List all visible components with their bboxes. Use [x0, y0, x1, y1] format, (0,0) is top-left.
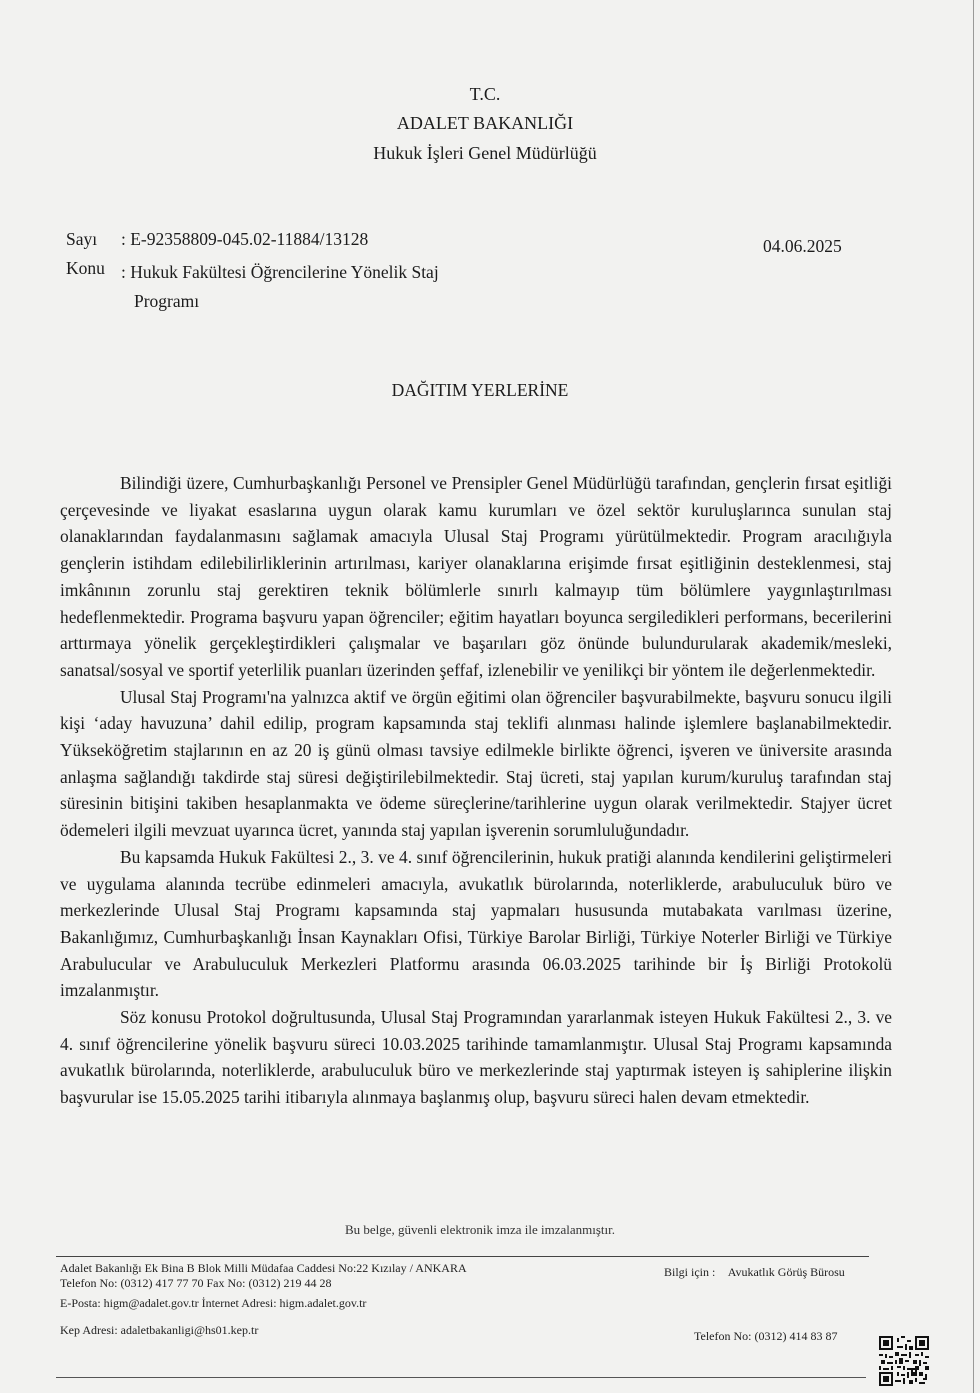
konu-line-2: Programı	[134, 291, 200, 311]
footer-phone-fax: Telefon No: (0312) 417 77 70 Fax No: (0312) 219 44 28	[60, 1276, 332, 1290]
paragraph-2: Ulusal Staj Programı'na yalnızca aktif ve örgün eğitimi olan öğrenciler başvurabilmekte, başvuru sonucu ilgili kişi ‘aday havuzuna’ dahil edilip, program kapsamında staj teklifi alınması halinde işlemlere başlanabilmektedir. Yükseköğretim stajlarının en az 20 iş günü olması tavsiye edilmekle birlikte öğrenci, işveren ve üniversite arasında anlaşma sağlandığı takdirde staj süresi değiştirilebilmektedir. Staj ücreti, staj yapılan kurum/kuruluş tarafından staj süresinin bitişini takiben hesaplanmakta ve ödeme süreçlerine/tarihlerine uygun olarak verilmektedir. Stajyer ücret ödemeleri ilgili mevzuat uyarınca ücret, yanında staj yapılan işverenin sorumluluğundadır.	[60, 686, 892, 841]
konu-label: Konu	[66, 258, 105, 278]
footer-info	[664, 1265, 845, 1280]
paragraph-4: Söz konusu Protokol doğrultusunda, Ulusal Staj Programından yararlanmak isteyen Hukuk Fakültesi 2., 3. ve 4. sınıf öğrencilerine yönelik başvuru süreci 10.03.2025 tarihinde tamamlanmıştır. Ulusal Staj Programı kapsamında avukatlık bürolarında, noterliklerde, arabuluculuk büro ve merkezlerinde staj yaptırmak isteyen iş sahiplerine ilişkin başvurular ise 15.05.2025 tarihi itibarıyla alınmaya başlanmış olup, başvuru süreci halen devam etmektedir.	[60, 1007, 892, 1108]
footer-divider	[56, 1256, 869, 1257]
info-label: Bilgi için :	[664, 1265, 716, 1279]
footer-address: Adalet Bakanlığı Ek Bina B Blok Milli Müdafaa Caddesi No:22 Kızılay / ANKARA	[60, 1261, 467, 1275]
header-tc: T.C.	[469, 84, 501, 104]
footer-email-web: E-Posta: higm@adalet.gov.tr İnternet Adresi: higm.adalet.gov.tr	[60, 1296, 367, 1310]
konu-value	[121, 258, 501, 316]
document-date: 04.06.2025	[763, 236, 842, 256]
sayi-value: : E-92358809-045.02-11884/13128	[121, 229, 369, 249]
konu-line-1: : Hukuk Fakültesi Öğrencilerine Yönelik Staj	[121, 262, 439, 282]
info-value: Avukatlık Görüş Bürosu	[727, 1265, 845, 1279]
paragraph-1: Bilindiği üzere, Cumhurbaşkanlığı Personel ve Prensipler Genel Müdürlüğü tarafından, gençlerin fırsat eşitliği çerçevesinde ve liyakat esaslarına uygun olarak kamu kurumları ve özel sektör kuruluşlarınca sunulan staj olanaklarından faydalanmasını sağlamak amacıyla Ulusal Staj Programı yürütülmektedir. Program aracılığıyla gençlerin istihdam edilebilirliklerinin artırılması, kariyer olanaklarına erişimde fırsat eşitliğinin desteklenmesi, staj imkânının zorunlu staj gerektiren teknik bölümlerle sınırlı kalmayıp tüm bölümlere yaygınlaştırılması hedeflenmektedir. Programa başvuru yapan öğrenciler; eğitim hayatları boyunca sergiledikleri performans, becerilerini arttırmaya yönelik gerçekleştirdikleri çalışmalar ve başarıları göz önünde bulundurularak akademik/mesleki, sanatsal/sosyal ve sportif yeterlilik puanları üzerinden şeffaf, izlenebilir ve yenilikçi bir yöntem ile değerlenmektedir.	[60, 473, 892, 680]
qr-code-icon	[879, 1336, 929, 1386]
header-directorate: Hukuk İşleri Genel Müdürlüğü	[373, 143, 597, 163]
footer-contact-phone: Telefon No: (0312) 414 83 87	[694, 1329, 838, 1343]
paragraph-3: Bu kapsamda Hukuk Fakültesi 2., 3. ve 4. sınıf öğrencilerinin, hukuk pratiği alanında kendilerini geliştirmeleri ve uygulama alanında tecrübe edinmeleri amacıyla, avukatlık bürolarında, noterliklerde, arabuluculuk büro ve merkezlerinde Ulusal Staj Programı kapsamında staj yapmaları hususunda mutabakata varılması üzerine, Bakanlığımız, Cumhurbaşkanlığı İnsan Kaynakları Ofisi, Türkiye Barolar Birliği, Türkiye Noterler Birliği ve Türkiye Arabulucular ve Arabuluculuk Merkezleri Platformu arasında 06.03.2025 tarihinde bir İş Birliği Protokolü imzalanmıştır.	[60, 846, 892, 1001]
letter-body	[60, 470, 892, 1111]
recipient-heading: DAĞITIM YERLERİNE	[391, 380, 569, 400]
e-signature-note: Bu belge, güvenli elektronik imza ile imzalanmıştır.	[344, 1222, 616, 1237]
header-ministry: ADALET BAKANLIĞI	[396, 113, 574, 133]
sayi-label: Sayı	[66, 229, 98, 249]
footer-kep: Kep Adresi: adaletbakanligi@hs01.kep.tr	[60, 1323, 259, 1337]
page-edge	[973, 0, 974, 1393]
bottom-rule	[56, 1377, 866, 1378]
